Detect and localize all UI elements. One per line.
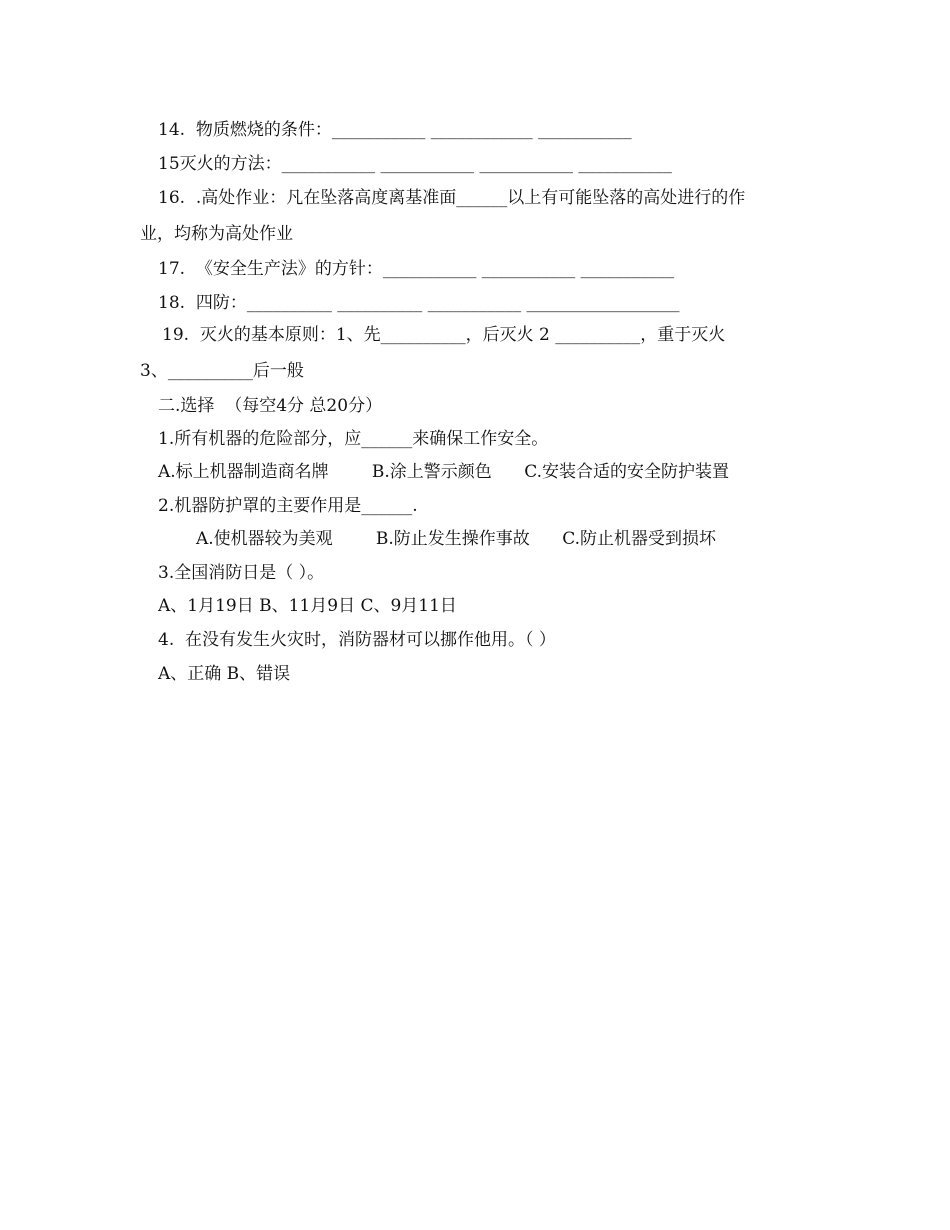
fill-blank-question-15: 15灭火的方法：___________ ___________ ___________ ___________ xyxy=(158,154,672,174)
choice-question-1: 1.所有机器的危险部分，应______来确保工作安全。 xyxy=(158,429,549,449)
fill-blank-question-19: 19. 灭火的基本原则：1、先__________，后灭火 2 __________，重于灭火 xyxy=(162,325,726,345)
fill-blank-question-16-continued: 业，均称为高处作业 xyxy=(140,224,293,244)
choice-question-1-options: A.标上机器制造商名牌 B.涂上警示颜色 C.安装合适的安全防护装置 xyxy=(158,462,730,482)
choice-question-2-options: A.使机器较为美观 B.防止发生操作事故 C.防止机器受到损坏 xyxy=(196,529,717,549)
choice-question-3-options: A、1月19日 B、11月9日 C、9月11日 xyxy=(158,596,457,616)
fill-blank-question-16: 16. .高处作业：凡在坠落高度离基准面______以上有可能坠落的高处进行的作 xyxy=(158,188,746,208)
section-heading-choice: 二.选择 （每空4分 总20分） xyxy=(158,396,383,416)
choice-question-2: 2.机器防护罩的主要作用是______. xyxy=(158,496,418,516)
choice-question-3: 3.全国消防日是（ ）。 xyxy=(158,563,325,583)
choice-question-4-options: A、正确 B、错误 xyxy=(158,664,291,684)
choice-question-4: 4. 在没有发生火灾时，消防器材可以挪作他用。（ ） xyxy=(158,630,556,650)
fill-blank-question-14: 14. 物质燃烧的条件：___________ ____________ ___________ xyxy=(158,120,632,140)
fill-blank-question-17: 17. 《安全生产法》的方针：___________ ___________ ___________ xyxy=(158,259,675,279)
fill-blank-question-18: 18. 四防：__________ __________ ___________ __________________ xyxy=(158,293,680,313)
fill-blank-question-19-continued: 3、__________后一般 xyxy=(140,361,304,381)
